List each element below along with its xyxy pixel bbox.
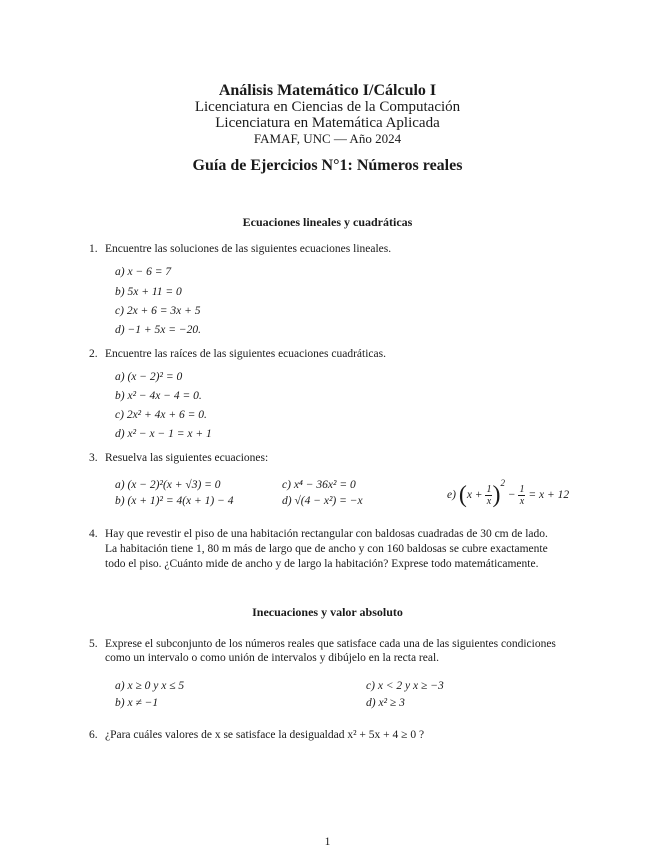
item-expression: 2x + 6 = 3x + 5 <box>126 305 201 317</box>
item-label: b) <box>115 286 125 298</box>
item-expression: x² − 4x − 4 = 0. <box>127 390 202 402</box>
item-expression: (x + 1)² = 4(x + 1) − 4 <box>127 495 234 507</box>
exercise-3-item-a <box>115 479 221 491</box>
exercise-2-item-c <box>115 409 207 421</box>
degree-matematica: Licenciatura en Matemática Aplicada <box>215 115 440 131</box>
expr-right: = x + 12 <box>528 489 570 501</box>
expr-left: x + <box>466 489 483 501</box>
exercise-1-item-a <box>115 266 171 278</box>
item-expression: (x − 2)²(x + √3) = 0 <box>127 479 221 491</box>
item-label: a) <box>115 266 125 278</box>
item-expression <box>458 478 570 508</box>
item-label: e) <box>447 489 456 501</box>
institution-year: FAMAF, UNC — Año 2024 <box>253 131 402 146</box>
page-number: 1 <box>324 836 331 848</box>
fraction-one-over-x-2 <box>518 484 525 507</box>
exercise-3-item-e <box>447 478 569 509</box>
exercise-3-item-c <box>282 479 356 491</box>
item-label: c) <box>366 680 375 692</box>
exercise-1-number: 1. <box>89 243 98 255</box>
exercise-2-item-b <box>115 390 202 402</box>
exercise-3-item-d <box>282 495 363 507</box>
item-expression: √(4 − x²) = −x <box>294 495 363 507</box>
item-label: d) <box>282 495 292 507</box>
exercise-3-number: 3. <box>89 452 98 464</box>
item-expression: x < 2 y x ≥ −3 <box>377 680 444 692</box>
exercise-5-line-2: como un intervalo o como unión de intervalos y dibújelo en la recta real. <box>105 652 440 664</box>
item-label: c) <box>282 479 291 491</box>
fraction-denominator: x <box>486 495 492 507</box>
exercise-5-item-a <box>115 680 184 692</box>
exercise-3-text: Resuelva las siguientes ecuaciones: <box>105 452 269 464</box>
exercise-4-line-1: Hay que revestir el piso de una habitación rectangular con baldosas cuadradas de 30 cm de lado. <box>105 528 548 540</box>
item-label: a) <box>115 371 125 383</box>
item-expression: −1 + 5x = −20. <box>127 324 201 336</box>
item-label: b) <box>115 495 125 507</box>
item-label: c) <box>115 409 124 421</box>
right-paren: ) <box>492 481 501 508</box>
exercise-5-item-d <box>366 697 405 709</box>
item-expression: x ≥ 0 y x ≤ 5 <box>127 680 185 692</box>
degree-computacion: Licenciatura en Ciencias de la Computación <box>194 99 461 115</box>
exercise-1-item-b <box>115 286 182 298</box>
item-expression: (x − 2)² = 0 <box>127 371 183 383</box>
item-expression: 2x² + 4x + 6 = 0. <box>126 409 207 421</box>
item-label: d) <box>366 697 376 709</box>
exercise-2-item-a <box>115 371 182 383</box>
item-label: d) <box>115 428 125 440</box>
item-expression: 5x + 11 = 0 <box>127 286 182 298</box>
item-label: a) <box>115 479 125 491</box>
exercise-4-line-3: todo el piso. ¿Cuánto mide de ancho y de largo la habitación? Exprese todo matemáticamente. <box>105 558 539 570</box>
exponent: 2 <box>500 478 505 488</box>
item-expression: x − 6 = 7 <box>127 266 172 278</box>
left-paren: ( <box>458 481 467 508</box>
fraction-numerator: 1 <box>519 483 525 495</box>
exercise-2-number: 2. <box>89 348 98 360</box>
item-expression: x² ≥ 3 <box>378 697 405 709</box>
exercise-6-text: ¿Para cuáles valores de x se satisface la desigualdad x² + 5x + 4 ≥ 0 ? <box>105 729 425 741</box>
exercise-1-item-d <box>115 324 201 336</box>
fraction-denominator: x <box>519 495 525 507</box>
guide-title: Guía de Ejercicios N°1: Números reales <box>192 157 463 174</box>
section-title-ecuaciones: Ecuaciones lineales y cuadráticas <box>242 215 413 229</box>
item-label: d) <box>115 324 125 336</box>
fraction-numerator: 1 <box>486 483 492 495</box>
item-expression: x⁴ − 36x² = 0 <box>293 479 356 491</box>
item-label: a) <box>115 680 125 692</box>
exercise-5-line-1: Exprese el subconjunto de los números reales que satisface cada una de las siguientes condiciones <box>105 638 556 650</box>
item-expression: x ≠ −1 <box>127 697 159 709</box>
section-title-inecuaciones: Inecuaciones y valor absoluto <box>252 605 403 619</box>
exercise-2-item-d <box>115 428 212 440</box>
exercise-4-number: 4. <box>89 528 98 540</box>
exercise-3-item-b <box>115 495 233 507</box>
exercise-5-item-b <box>115 697 158 709</box>
exercise-4-line-2: La habitación tiene 1, 80 m más de largo que de ancho y con 160 baldosas se cubre exactamente <box>105 543 548 555</box>
exercise-5-item-c <box>366 680 444 692</box>
item-label: b) <box>115 390 125 402</box>
item-label: c) <box>115 305 124 317</box>
exercise-5-number: 5. <box>89 638 98 650</box>
course-title: Análisis Matemático I/Cálculo I <box>218 82 437 99</box>
exercise-6-number: 6. <box>89 729 98 741</box>
minus-sign: − <box>507 489 516 501</box>
item-label: b) <box>115 697 125 709</box>
exercise-2-text: Encuentre las raíces de las siguientes ecuaciones cuadráticas. <box>105 348 386 360</box>
item-expression: x² − x − 1 = x + 1 <box>127 428 212 440</box>
exercise-1-text: Encuentre las soluciones de las siguientes ecuaciones lineales. <box>105 243 392 255</box>
exercise-1-item-c <box>115 305 201 317</box>
